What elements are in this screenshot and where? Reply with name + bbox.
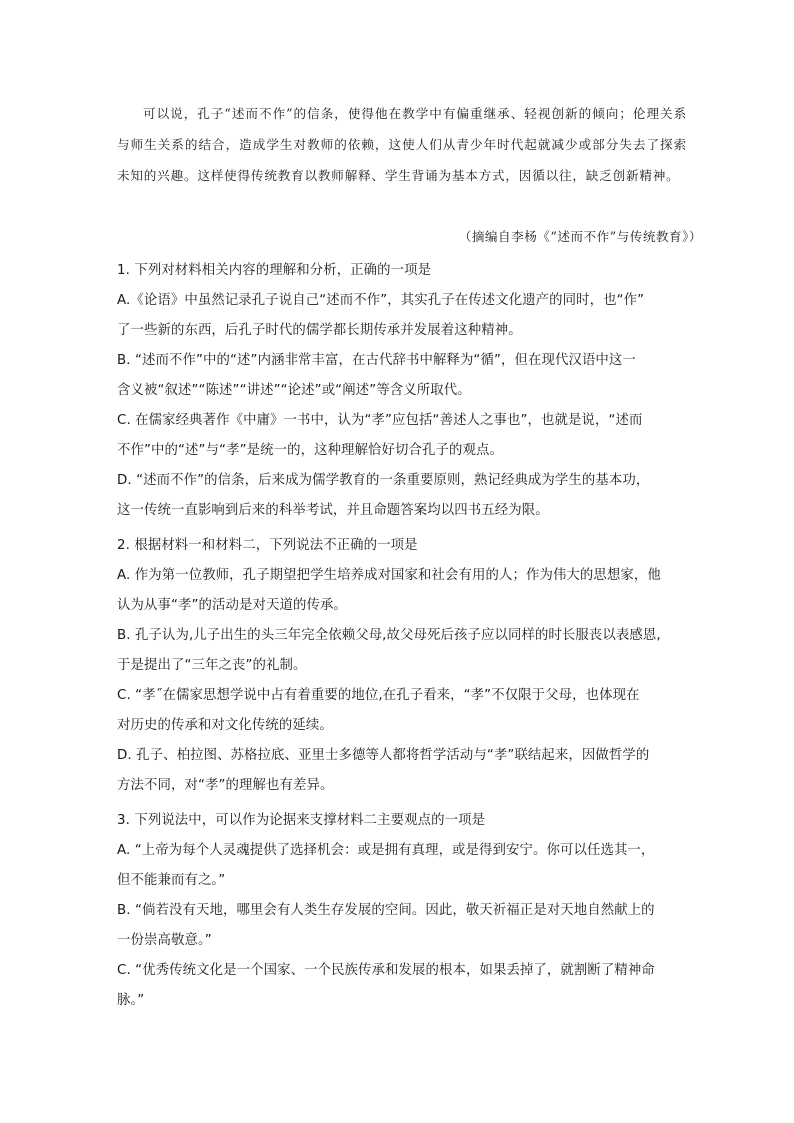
option-d	[117, 741, 687, 801]
question-stem: 3. 下列说法中，可以作为论据来支撑材料二主要观点的一项是	[117, 813, 486, 828]
passage-line: 关系与师生关系的结合，造成学生对教师的依赖，这使人们从青少年时代起就减少或部分失	[117, 106, 687, 152]
option-line: C. 在儒家经典著作《中庸》一书中，认为“孝”应包括“善述人之事也”，也就是说，“述而	[117, 413, 643, 428]
passage-source: （摘编自李杨《“述而不作”与传统教育》）	[458, 229, 702, 244]
option-line: 认为从事“孝”的活动是对天道的传承。	[117, 598, 347, 613]
option-line: 方法不同，对“孝”的理解也有差异。	[117, 778, 334, 793]
option-line: D. 孔子、柏拉图、苏格拉底、亚里士多德等人都将哲学活动与“孝”联结起来，因做哲学的	[117, 748, 650, 763]
option-c	[117, 406, 687, 466]
passage-line: 去了探索未知的兴趣。这样使得传统教育以教师解释、学生背诵为基本方式，因循以往，缺	[117, 137, 687, 183]
question-stem: 1. 下列对材料相关内容的理解和分析，正确的一项是	[117, 263, 432, 278]
option-line: 于是提出了“三年之丧”的礼制。	[117, 658, 307, 673]
option-line: A.《论语》中虽然记录孔子说自己“述而不作”，其实孔子在传述文化遗产的同时，也“作”	[117, 293, 645, 308]
question-3	[117, 806, 687, 1016]
option-b	[117, 346, 687, 406]
option-line: 对历史的传承和对文化传统的延续。	[117, 718, 333, 733]
option-a	[117, 286, 687, 346]
option-a	[117, 836, 687, 896]
option-b	[117, 621, 687, 681]
option-b	[117, 896, 687, 956]
passage-paragraph	[117, 98, 687, 191]
option-c	[117, 956, 687, 1016]
option-line: 但不能兼而有之。”	[117, 873, 226, 888]
passage-line: 乏创新精神。	[599, 168, 680, 183]
option-line: A. 作为第一位教师，孔子期望把学生培养成对国家和社会有用的人；作为伟大的思想家，他	[117, 568, 661, 583]
passage-line: 可以说，孔子“述而不作”的信条，使得他在教学中有偏重继承、轻视创新的倾向；伦理	[143, 106, 661, 121]
option-c	[117, 681, 687, 741]
option-line: C. “优秀传统文化是一个国家、一个民族传承和发展的根本，如果丢掉了，就割断了精神命	[117, 963, 655, 978]
option-line: B. “述而不作”中的“述”内涵非常丰富，在古代辞书中解释为“循”，但在现代汉语中这一	[117, 353, 636, 368]
option-line: 脉。”	[117, 993, 145, 1008]
option-line: B. “倘若没有天地，哪里会有人类生存发展的空间。因此，敬天祈福正是对天地自然献上的	[117, 903, 655, 918]
question-1	[117, 256, 687, 526]
option-line: 不作”中的“述”与“孝”是统一的，这种理解恰好切合孔子的观点。	[117, 443, 503, 458]
question-2	[117, 531, 687, 801]
option-line: B. 孔子认为,儿子出生的头三年完全依赖父母,故父母死后孩子应以同样的时长服丧以表感恩,	[117, 628, 661, 643]
questions-list	[117, 256, 687, 1021]
option-line: C. “孝˝在儒家思想学说中占有着重要的地位,在孔子看来，“孝”不仅限于父母，也体现在	[117, 688, 640, 703]
question-stem: 2. 根据材料一和材料二，下列说法不正确的一项是	[117, 538, 418, 553]
option-line: 了一些新的东西，后孔子时代的儒学都长期传承并发展着这种精神。	[117, 323, 522, 338]
option-d	[117, 466, 687, 526]
option-line: 这一传统一直影响到后来的科举考试，并且命题答案均以四书五经为限。	[117, 503, 549, 518]
option-a	[117, 561, 687, 621]
option-line: A. “上帝为每个人灵魂提供了选择机会：或是拥有真理，或是得到安宁。你可以任选其一，	[117, 843, 655, 858]
option-line: 含义被“叙述”“陈述”“讲述”“论述”或“阐述”等含义所取代。	[117, 383, 471, 398]
option-line: D. “述而不作”的信条，后来成为儒学教育的一条重要原则，熟记经典成为学生的基本功，	[117, 473, 650, 488]
option-line: 一份崇高敬意。”	[117, 933, 212, 948]
